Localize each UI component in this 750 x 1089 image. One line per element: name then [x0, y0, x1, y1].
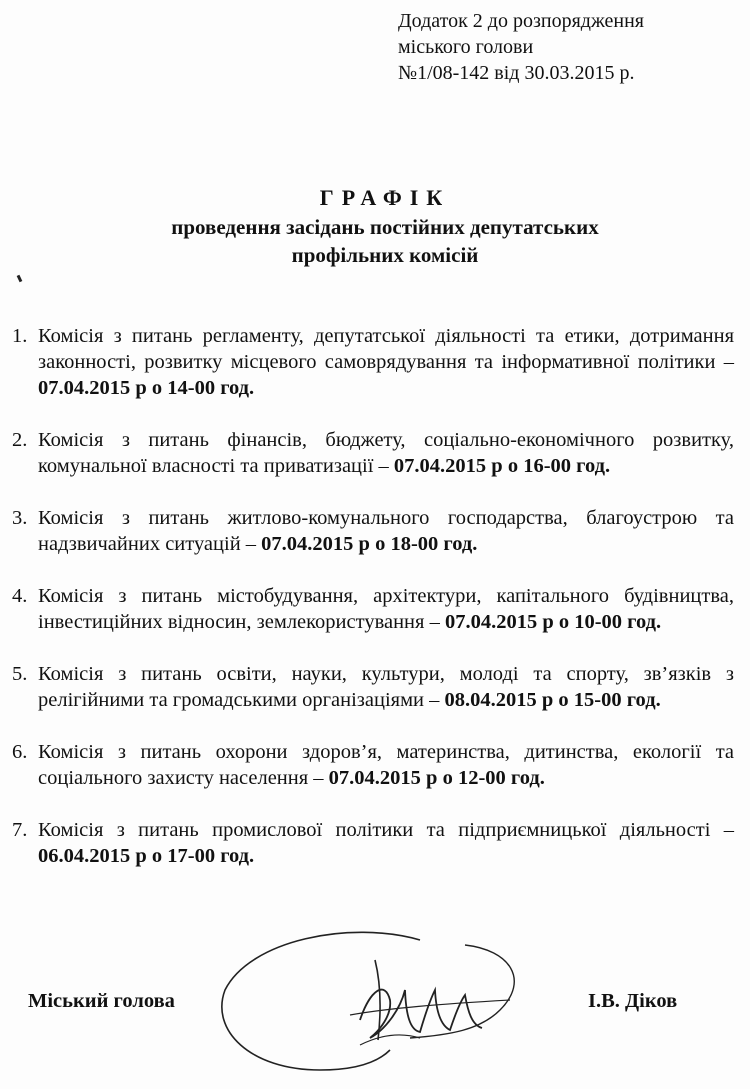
item-datetime: 06.04.2015 р о 17-00 год. — [38, 845, 255, 867]
item-number: 4. — [12, 585, 28, 607]
list-item — [12, 583, 734, 635]
list-item — [12, 323, 734, 401]
list-item — [12, 505, 734, 557]
list-item — [12, 739, 734, 791]
item-text: Комісія з питань містобудування, архітектури, капітального будівництва, інвестиційних відносин, землекористування – — [38, 585, 734, 633]
list-item — [12, 817, 734, 869]
list-item — [12, 661, 734, 713]
item-datetime: 07.04.2015 р о 14-00 год. — [38, 377, 255, 399]
signature-block — [0, 920, 750, 1089]
item-datetime: 07.04.2015 р о 18-00 год. — [261, 533, 478, 555]
item-text: Комісія з питань житлово-комунального господарства, благоустрою та надзвичайних ситуацій – — [38, 507, 734, 555]
item-number: 1. — [12, 325, 28, 347]
appendix-note — [398, 8, 644, 86]
title-main: ГРАФІК — [319, 185, 451, 210]
item-datetime: 08.04.2015 р о 15-00 год. — [444, 689, 661, 711]
item-text: Комісія з питань фінансів, бюджету, соціально-економічного розвитку, комунальної власності та приватизації – — [38, 429, 734, 477]
item-datetime: 07.04.2015 р о 12-00 год. — [328, 767, 545, 789]
item-number: 6. — [12, 741, 28, 763]
signatory-position: Міський голова — [28, 990, 175, 1012]
document-title — [0, 183, 750, 269]
handwritten-signature — [210, 920, 550, 1080]
item-text: Комісія з питань промислової політики та підприємницької діяльності – — [38, 819, 734, 841]
item-text: Комісія з питань охорони здоров’я, материнства, дитинства, екології та соціального захисту населення – — [38, 741, 734, 789]
signatory-name: І.В. Діков — [588, 990, 678, 1012]
item-datetime: 07.04.2015 р о 16-00 год. — [393, 455, 611, 477]
commission-list — [12, 323, 734, 895]
item-number: 5. — [12, 663, 28, 685]
item-text: Комісія з питань регламенту, депутатської діяльності та етики, дотримання законності, розвитку місцевого самоврядування та інформативної політики – — [38, 325, 734, 373]
appendix-note-line-2: міського голови — [398, 36, 534, 58]
scan-mark — [17, 275, 23, 283]
item-text: Комісія з питань освіти, науки, культури, молоді та спорту, зв’язків з релігійними та громадськими організаціями – — [38, 663, 734, 711]
appendix-note-line-3: №1/08-142 від 30.03.2015 р. — [398, 62, 635, 84]
list-item — [12, 427, 734, 479]
item-number: 3. — [12, 507, 28, 529]
title-subtitle-line-1: проведення засідань постійних депутатських — [171, 215, 599, 239]
appendix-note-line-1: Додаток 2 до розпорядження — [398, 10, 644, 32]
item-number: 7. — [12, 819, 28, 841]
item-number: 2. — [12, 429, 28, 451]
title-subtitle-line-2: профільних комісій — [291, 243, 479, 267]
item-datetime: 07.04.2015 р о 10-00 год. — [444, 611, 662, 633]
